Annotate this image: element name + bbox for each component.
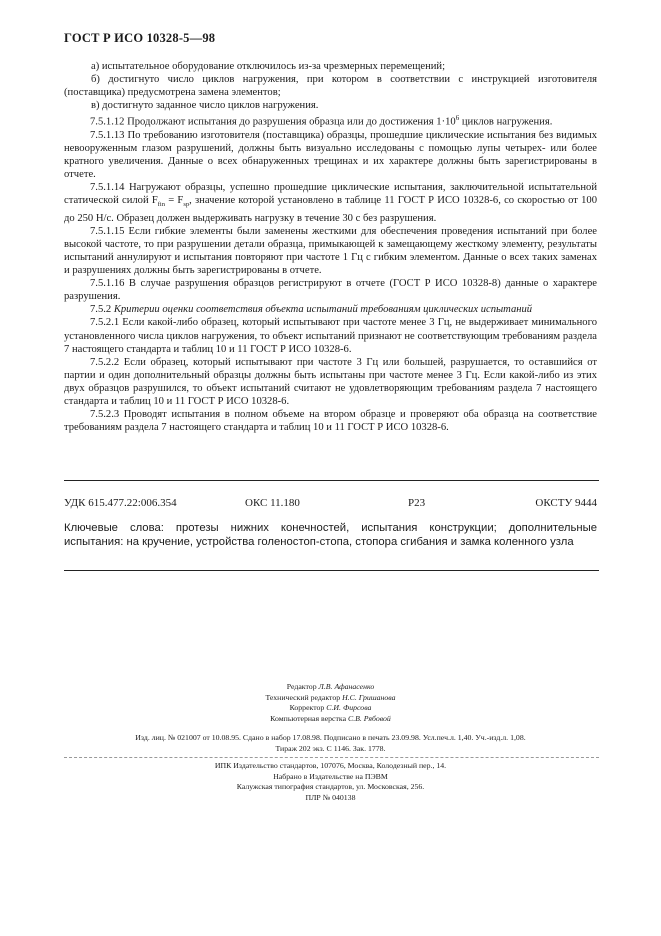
okstu-code: ОКСТУ 9444 xyxy=(535,497,597,509)
typeset-line: Набрано в Издательстве на ПЭВМ xyxy=(273,771,388,781)
license-line: Изд. лиц. № 021007 от 10.08.95. Сдано в набор 17.08.98. Подписано в печать 23.09.98. Усл.печ.л. 1,40. Уч.-изд.л. 1,08. xyxy=(135,733,526,742)
bottom-divider xyxy=(64,570,599,571)
layout-label: Компьютерная верстка xyxy=(270,713,348,723)
clause-7-5-2-title: Критерии оценки соответствия объекта испытаний требованиям циклических испытаний xyxy=(113,304,533,316)
publisher-line: ИПК Издательство стандартов, 107076, Москва, Колодезный пер., 14. xyxy=(214,761,447,770)
plr-line: ПЛР № 040138 xyxy=(305,792,356,802)
body-text xyxy=(64,60,597,434)
clause-7-5-1-12 xyxy=(64,112,597,129)
editor-line xyxy=(0,682,661,693)
printer-line: Калужская типография стандартов, ул. Московская, 256. xyxy=(236,782,425,792)
clause-7-5-1-12-post: циклов нагружения. xyxy=(459,116,553,128)
clause-7-5-2-2: 7.5.2.2 Если образец, который испытывают при частоте 3 Гц или большей, разрушается, то оставшийся от партии и один дополнительный образцы должны быть испытаны при частоте менее 3 Гц. Если какой-либо из этих двух образцов разрушился, то объект испытаний считают не удовлетворяющим требованиям раздела 7 настоящего стандарта и таблиц 10 и 11 ГОСТ Р ИСО 10328-6. xyxy=(64,356,597,407)
corrector-line xyxy=(0,703,661,714)
tech-editor-name: Н.С. Гришанова xyxy=(342,692,396,702)
oks-code: ОКС 11.180 xyxy=(245,497,300,509)
udk-code: УДК 615.477.22:006.354 xyxy=(64,497,177,509)
clause-7-5-1-14-sub-fin: fin xyxy=(157,201,165,209)
r-code: Р23 xyxy=(408,497,426,509)
corrector-name: С.И. Фирсова xyxy=(326,703,372,713)
clause-7-5-1-14 xyxy=(64,181,597,224)
keywords: Ключевые слова: протезы нижних конечностей, испытания конструкции; дополнительные испытания: на кручение, устройства голеностоп-стопа, стопора сгибания и замка коленного узла xyxy=(64,522,597,548)
tech-editor-line xyxy=(0,693,661,704)
editor-name: Л.В. Афанасенко xyxy=(318,682,375,691)
clause-7-5-1-14-a: 7.5.1.14 Нагружают образцы, успешно прошедшие циклические испытания, заключительной испытательной статической силой F xyxy=(64,182,597,207)
imprint-divider xyxy=(64,757,599,758)
clause-7-5-1-16: 7.5.1.16 В случае разрушения образцов регистрируют в отчете (ГОСТ Р ИСО 10328-8) данные о характере разрушения. xyxy=(64,278,597,303)
clause-7-5-1-14-sub-sp: sp xyxy=(183,201,190,209)
imprint-credits xyxy=(0,682,661,724)
clause-7-5-1-15: 7.5.1.15 Если гибкие элементы были заменены жесткими для обеспечения проведения испытаний при более высокой частоте, то при разрушении детали образца, примыкающей к замещающему жесткому элементу, результаты испытаний аннулируют и испытания повторяют при частоте 1 Гц с гибким элементом. Данные о всех таких заменах и разрушениях должны быть зарегистрированы в отчете. xyxy=(64,225,597,277)
layout-name: С.В. Рябовой xyxy=(348,713,391,723)
clause-7-5-1-14-c: , значение которой установлено в таблице 11 ГОСТ Р ИСО 10328-6, со скоростью от 100 до 250 Н/с. Образец должен выдерживать нагрузку в течение 30 с без разрушения. xyxy=(64,195,598,224)
clause-7-5-1-12-sup: 6 xyxy=(455,114,460,123)
item-b: б) достигнуто число циклов нагружения, при котором в соответствии с инструкцией изготовителя (поставщика) предусмотрена замена элементов; xyxy=(64,74,597,99)
tech-editor-label: Технический редактор xyxy=(265,692,343,702)
document-header: ГОСТ Р ИСО 10328-5—98 xyxy=(64,31,216,45)
clause-7-5-1-14-b: = F xyxy=(164,195,184,207)
clause-7-5-2-3: 7.5.2.3 Проводят испытания в полном объеме на втором образце и проверяют оба образца на соответствие требованиям раздела 7 настоящего стандарта и таблиц 10 и 11 ГОСТ Р ИСО 10328-6. xyxy=(64,409,597,434)
editor-label: Редактор xyxy=(286,682,319,691)
item-a: а) испытательное оборудование отключилось из-за чрезмерных перемещений; xyxy=(91,61,446,72)
clause-7-5-2 xyxy=(64,303,597,316)
clause-7-5-2-number: 7.5.2 xyxy=(90,304,114,316)
corrector-label: Корректор xyxy=(289,703,327,713)
layout-line xyxy=(0,714,661,725)
top-divider xyxy=(64,480,599,481)
clause-7-5-1-12-pre: 7.5.1.12 Продолжают испытания до разрушения образца или до достижения 1·10 xyxy=(90,116,456,128)
clause-7-5-1-13: 7.5.1.13 По требованию изготовителя (поставщика) образцы, прошедшие циклические испытания без видимых невооруженным глазом разрушений, должны быть визуально исследованы с помощью лупы четырех- или более кратного увеличения. Данные о всех обнаруженных трещинах и их характере должны быть зарегистрированы в отчете. xyxy=(64,130,597,181)
imprint-publisher xyxy=(0,761,661,803)
item-v: в) достигнуто заданное число циклов нагружения. xyxy=(91,100,319,112)
imprint-print-details xyxy=(0,733,661,754)
clause-7-5-2-1: 7.5.2.1 Если какой-либо образец, который испытывают при частоте менее 3 Гц, не выдерживает минимального установленного числа циклов нагружения, то объект испытаний признают не соответствующим требованиям раздела 7 настоящего стандарта и таблиц 10 и 11 ГОСТ Р ИСО 10328-6. xyxy=(64,317,597,355)
print-run-line: Тираж 202 экз. С 1146. Зак. 1778. xyxy=(275,743,386,753)
